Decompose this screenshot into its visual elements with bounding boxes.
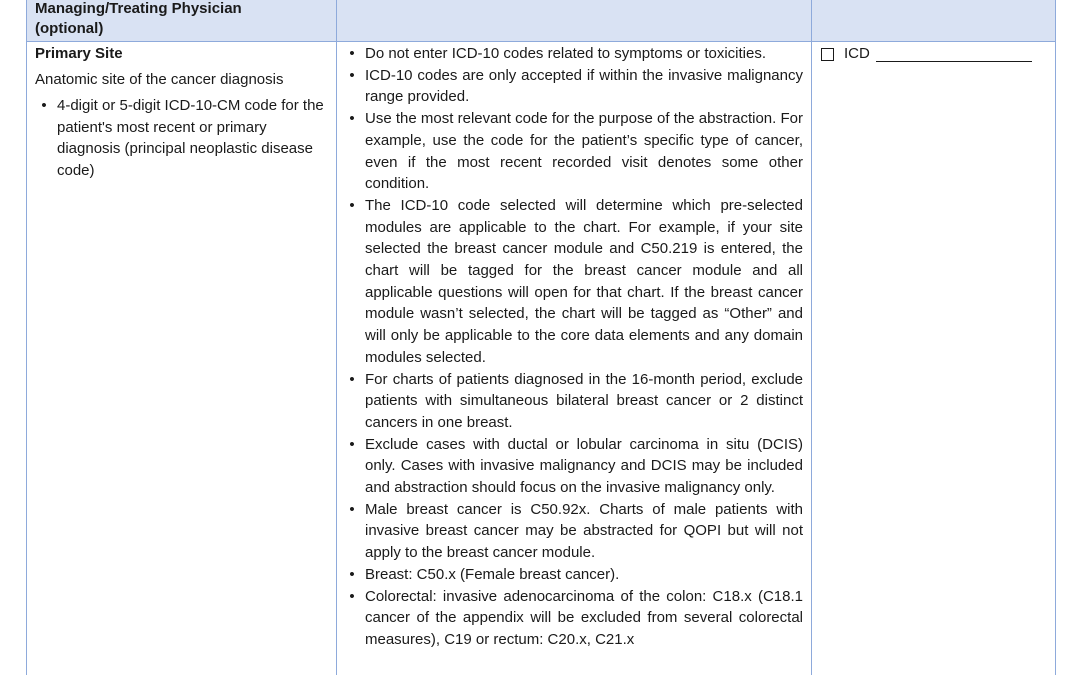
list-item [343, 434, 803, 499]
bullet-icon: • [349, 45, 355, 62]
bullet-icon: • [349, 435, 355, 453]
bullet-icon: • [41, 97, 47, 114]
list-item [343, 43, 803, 65]
list-item-text: 4-digit or 5-digit ICD-10-CM code for the patient's most recent or primary diagnosis (principal neoplastic disease code) [57, 97, 324, 179]
header-cell-instructions [337, 0, 812, 42]
field-description: Anatomic site of the cancer diagnosis [35, 71, 284, 88]
abstraction-form-table [26, 0, 1056, 675]
list-item-text: Do not enter ICD-10 codes related to symptoms or toxicities. [365, 45, 767, 62]
icd-label: ICD [844, 45, 870, 62]
list-item-text: Male breast cancer is C50.92x. Charts of male patients with invasive breast cancer may be abstracted for QOPI but will not apply to the breast cancer module. [365, 500, 803, 562]
field-cell [27, 42, 337, 675]
list-item-text: The ICD-10 code selected will determine which pre-selected modules are applicable to the chart. For example, if your site selected the breast cancer module and C50.219 is entered, the chart will be tagged for the breast cancer module and all applicable questions will open for that chart. If the breast cancer module wasn’t selected, the chart will be tagged as “Other” and will only be applicable to the core data elements and any domain modules selected. [365, 196, 803, 366]
icd-entry [820, 43, 1049, 65]
header-line-1: Managing/Treating Physician [35, 0, 242, 17]
instructions-cell [337, 42, 812, 675]
list-item [343, 369, 803, 434]
bullet-icon: • [349, 196, 355, 214]
list-item [343, 586, 803, 651]
list-item-text: ICD-10 codes are only accepted if within the invasive malignancy range provided. [365, 66, 803, 106]
list-item [35, 95, 330, 181]
bullet-icon: • [349, 66, 355, 84]
header-cell-field [27, 0, 337, 42]
header-line-2: (optional) [35, 20, 104, 37]
field-definition-list [35, 95, 330, 181]
list-item [343, 65, 803, 108]
list-item [343, 564, 803, 586]
bullet-icon: • [349, 370, 355, 388]
list-item-text: For charts of patients diagnosed in the 16-month period, exclude patients with simultaneous bilateral breast cancer or 2 distinct cancers in one breast. [365, 370, 803, 431]
bullet-icon: • [349, 565, 355, 583]
table-header-row [27, 0, 1056, 42]
icd-input-line[interactable] [876, 47, 1032, 62]
list-item [343, 195, 803, 369]
icd-checkbox[interactable] [821, 48, 834, 61]
field-title: Primary Site [35, 45, 123, 62]
list-item [343, 499, 803, 564]
table-row-primary-site [27, 42, 1056, 675]
response-cell [812, 42, 1056, 675]
bullet-icon: • [349, 500, 355, 518]
list-item [343, 108, 803, 195]
bullet-icon: • [349, 587, 355, 605]
list-item-text: Exclude cases with ductal or lobular carcinoma in situ (DCIS) only. Cases with invasive malignancy and DCIS may be included and abstraction should focus on the invasive malignancy only. [365, 435, 803, 497]
header-cell-response [812, 0, 1056, 42]
list-item-text: Colorectal: invasive adenocarcinoma of the colon: C18.x (C18.1 cancer of the appendix will be excluded from several colorectal measures), C19 or rectum: C20.x, C21.x [365, 587, 803, 648]
bullet-icon: • [349, 110, 355, 128]
list-item-text: Breast: C50.x (Female breast cancer). [365, 565, 620, 583]
list-item-text: Use the most relevant code for the purpose of the abstraction. For example, use the code for the patient’s specific type of cancer, even if the most recent recorded visit denotes some other condition. [365, 110, 803, 193]
instructions-list [343, 43, 803, 651]
